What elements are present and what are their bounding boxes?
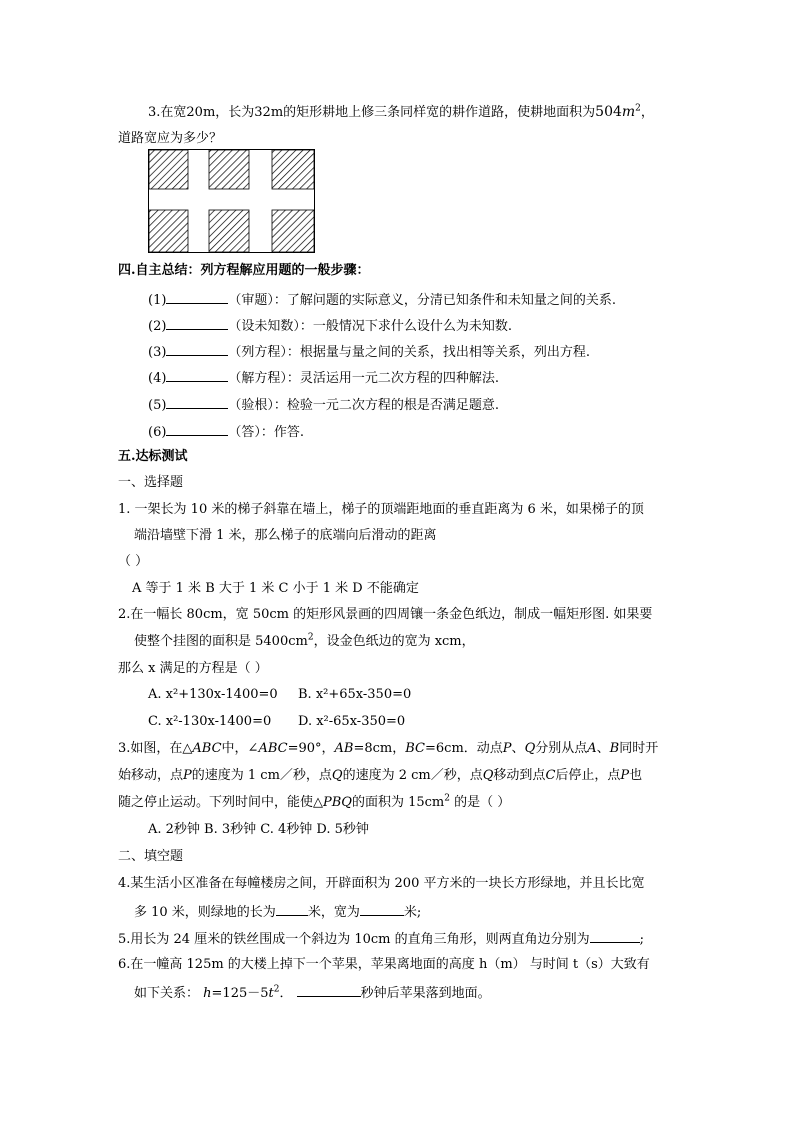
q6-var-t: t — [268, 986, 274, 1001]
q5-text: 5.用长为 24 厘米的铁丝围成一个斜边为 10cm 的直角三角形，则两直角边分别为 — [118, 932, 590, 947]
step-label: （审题）：了解问题的实际意义，分清已知条件和未知量之间的关系. — [228, 293, 617, 308]
q2-line2-text: 使整个挂图的面积是 5400cm — [134, 634, 308, 649]
q3-line2 — [118, 767, 642, 785]
summary-step-4 — [148, 368, 499, 388]
q3-line3 — [118, 794, 510, 812]
q3-var: C — [545, 768, 556, 783]
q3-text: 中，∠ — [221, 741, 259, 756]
answer-blank[interactable] — [166, 422, 228, 436]
field-plot-bottom-right — [272, 210, 314, 252]
q3-var: P — [502, 741, 512, 756]
answer-blank[interactable] — [166, 395, 228, 409]
area-exponent: 2 — [635, 103, 641, 114]
answer-blank[interactable] — [276, 902, 308, 916]
q3-text: 的速度为 1 cm／秒，点 — [191, 768, 332, 783]
q3-text: =8cm， — [353, 741, 406, 756]
q6-text: 如下关系： — [134, 986, 200, 1001]
q3-var: Q — [331, 768, 343, 783]
q3-text: 移动到点 — [493, 768, 546, 783]
q3-exponent: 2 — [444, 793, 450, 804]
q3-var: Q — [482, 768, 494, 783]
q2-line3: 那么 x 满足的方程是（ ） — [118, 661, 268, 676]
step-label: （列方程）：根据量与量之间的关系，找出相等关系，列出方程. — [228, 345, 591, 360]
q3-options: A. 2秒钟 B. 3秒钟 C. 4秒钟 D. 5秒钟 — [148, 822, 369, 837]
field-plot-top-middle — [209, 150, 249, 189]
q3-text: 、 — [596, 741, 610, 756]
step-number: (5) — [148, 398, 167, 413]
q3-var: P — [620, 768, 630, 783]
answer-blank[interactable] — [297, 983, 361, 997]
q3-text: 同时开 — [619, 741, 659, 756]
q6-line2 — [134, 983, 491, 1003]
q3-text: 的是（ ） — [450, 795, 511, 810]
q3-var: Q — [524, 741, 536, 756]
step-number: (1) — [148, 293, 167, 308]
answer-blank[interactable] — [166, 342, 228, 356]
q1-line1: 1. 一架长为 10 米的梯子斜靠在墙上，梯子的顶端距地面的垂直距离为 6 米，如果梯子的顶 — [118, 502, 644, 517]
answer-blank[interactable] — [360, 902, 404, 916]
q3-text: 的面积为 15cm — [351, 795, 445, 810]
q2-exponent: 2 — [307, 632, 314, 643]
summary-step-1 — [148, 290, 616, 310]
step-number: (3) — [148, 345, 167, 360]
field-diagram — [148, 149, 316, 254]
summary-step-2 — [148, 316, 512, 336]
q3-var: BC — [405, 741, 426, 756]
q4-text: 多 10 米，则绿地的长为 — [134, 905, 276, 920]
step-label: （答）：作答. — [228, 425, 305, 440]
field-plot-bottom-left — [149, 210, 188, 252]
q4-line1: 4.某生活小区准备在每幢楼房之间，开辟面积为 200 平方米的一块长方形绿地，并且长比宽 — [118, 876, 645, 891]
field-plot-bottom-middle — [209, 210, 249, 252]
q1-answer-paren[interactable]: （ ） — [118, 554, 149, 569]
q3-line1 — [118, 740, 658, 758]
q3-var: B — [609, 741, 620, 756]
q3-var: A — [587, 741, 597, 756]
answer-blank[interactable] — [590, 929, 640, 943]
q3-text: 分别从点 — [535, 741, 588, 756]
q2-option-a: A. x²+130x-1400=0 — [148, 687, 278, 702]
q3-text: 、 — [511, 741, 525, 756]
q3-text: =6cm．动点 — [425, 741, 503, 756]
summary-step-3 — [148, 342, 590, 362]
q3-text: 的速度为 2 cm／秒，点 — [342, 768, 483, 783]
q2-line2 — [134, 633, 475, 651]
q3-text: =90°， — [287, 741, 335, 756]
section-fill-heading: 二、填空题 — [118, 849, 184, 864]
q3-field-line1 — [148, 103, 654, 122]
summary-step-6 — [148, 422, 304, 442]
q3-var: AB — [334, 741, 354, 756]
q3-field-end: ， — [640, 105, 654, 120]
area-unit: m — [621, 104, 636, 120]
q3-field-line2: 道路宽应为多少？ — [118, 131, 223, 146]
q5-text: ; — [639, 932, 645, 947]
q3-text: 始移动，点 — [118, 768, 184, 783]
q3-text: 3.如图，在△ — [118, 741, 193, 756]
step-number: (6) — [148, 425, 167, 440]
q4-text: 米; — [403, 905, 422, 920]
answer-blank[interactable] — [166, 368, 228, 382]
q6-text: ． — [279, 986, 293, 1001]
step-label: （验根）：检验一元二次方程的根是否满足题意. — [228, 398, 500, 413]
test-heading: 五.达标测试 — [118, 449, 188, 464]
q6-text: 秒钟后苹果落到地面。 — [360, 986, 491, 1001]
q3-field-text: 3.在宽20m，长为32m的矩形耕地上修三条同样宽的耕作道路，使耕地面积为 — [148, 105, 596, 120]
q3-text: 也 — [629, 768, 643, 783]
step-number: (4) — [148, 371, 167, 386]
summary-step-5 — [148, 395, 499, 415]
area-value: 504 — [595, 104, 622, 120]
q4-text: 米，宽为 — [307, 905, 360, 920]
q2-option-c: C. x²-130x-1400=0 — [148, 714, 272, 729]
step-label: （设未知数）：一般情况下求什么设什么为未知数. — [228, 319, 513, 334]
q6-exponent: 2 — [273, 984, 280, 995]
q1-line2: 端沿墙壁下滑 1 米，那么梯子的底端向后滑动的距离 — [134, 528, 437, 543]
q6-eq: =125－5 — [211, 986, 269, 1001]
step-number: (2) — [148, 319, 167, 334]
step-label: （解方程）：灵活运用一元二次方程的四种解法. — [228, 371, 500, 386]
q2-line2-rest: ，设金色纸边的宽为 xcm， — [313, 634, 475, 649]
field-plot-top-right — [272, 150, 314, 189]
q3-var: PBQ — [323, 795, 352, 810]
q3-var: ABC — [258, 741, 288, 756]
q5-line — [118, 929, 644, 949]
summary-heading: 四.自主总结：列方程解应用题的一般步骤： — [118, 263, 370, 278]
q1-options: A 等于 1 米 B 大于 1 米 C 小于 1 米 D 不能确定 — [132, 581, 419, 596]
q3-text: 随之停止运动。下列时间中，能使△ — [118, 795, 323, 810]
q2-line1: 2.在一幅长 80cm，宽 50cm 的矩形风景画的四周镶一条金色纸边，制成一幅矩形图. 如果要 — [118, 607, 653, 622]
q3-var: P — [183, 768, 192, 783]
q3-var: ABC — [192, 741, 222, 756]
q2-option-b: B. x²+65x-350=0 — [298, 687, 412, 702]
q6-var-h: h — [203, 986, 212, 1001]
q2-option-d: D. x²-65x-350=0 — [298, 714, 406, 729]
answer-blank[interactable] — [166, 290, 228, 304]
q3-text: 后停止，点 — [555, 768, 621, 783]
q4-line2 — [134, 902, 421, 922]
section-choice-heading: 一、选择题 — [118, 475, 184, 490]
answer-blank[interactable] — [166, 316, 228, 330]
field-plot-top-left — [149, 150, 188, 189]
q6-line1: 6.在一幢高 125m 的大楼上掉下一个苹果，苹果离地面的高度 h（m） 与时间 t（s）大致有 — [118, 957, 650, 972]
